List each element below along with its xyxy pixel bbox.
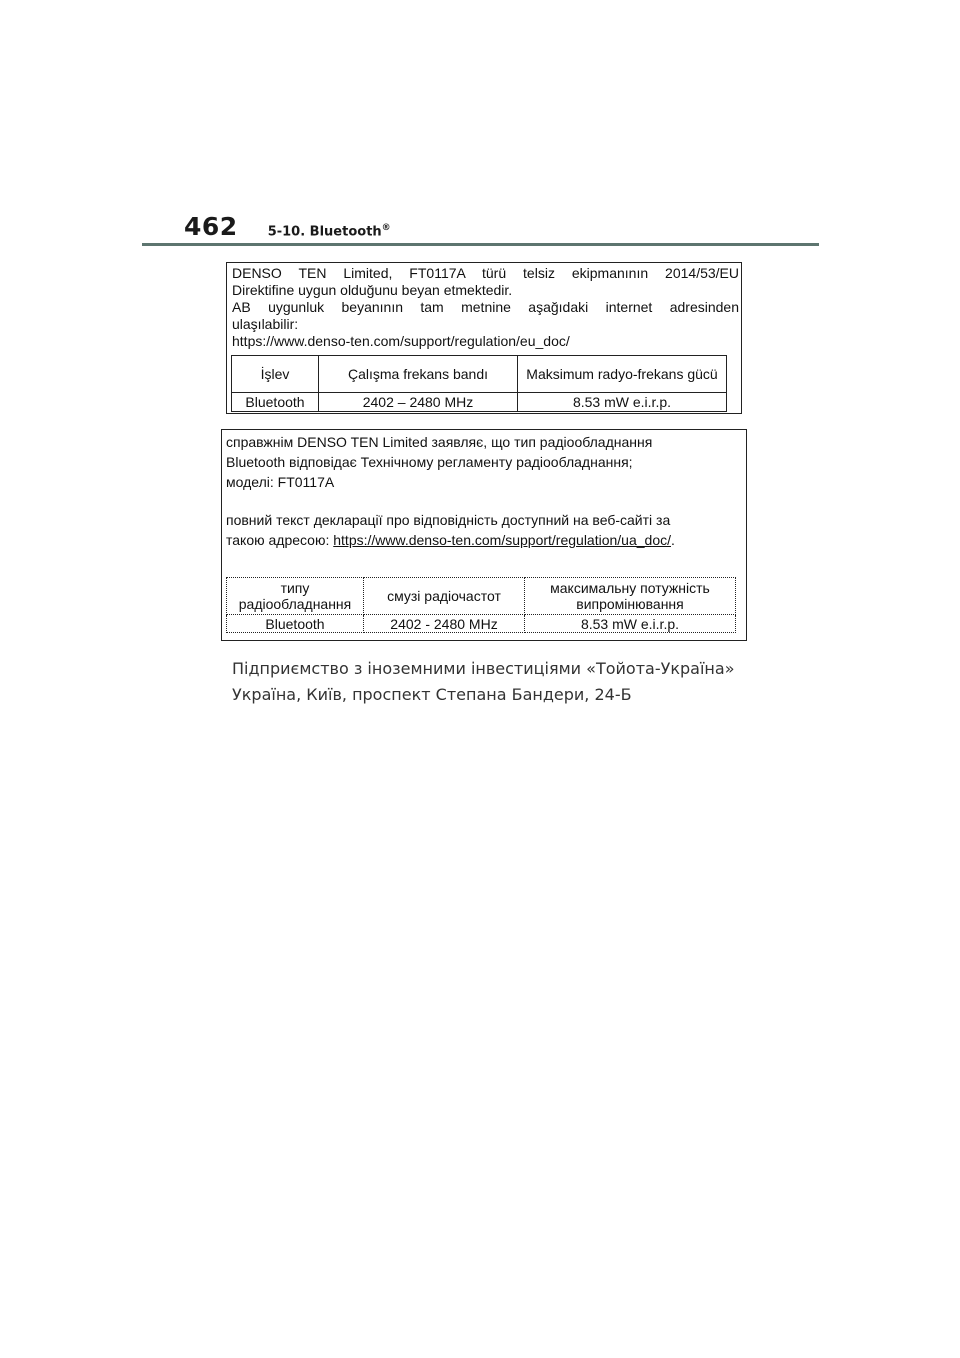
importer-name: Підприємство з іноземними інвестиціями «Тойота-Україна» <box>232 659 735 678</box>
turkish-line-4: ulaşılabilir: <box>232 316 299 332</box>
section-title-text: 5-10. Bluetooth <box>267 224 382 239</box>
page-header <box>184 212 391 244</box>
turkish-url: https://www.denso-ten.com/support/regulation/eu_doc/ <box>232 333 570 349</box>
registered-mark: ® <box>381 222 391 233</box>
table-cell: 2402 – 2480 MHz <box>319 393 518 412</box>
turkish-line-3: AB uygunluk beyanının tam metnine aşağıdaki internet adresinden <box>232 299 739 315</box>
ukrainian-line-3: моделі: FT0117A <box>226 474 335 490</box>
table-header-cell: Maksimum radyo-frekans gücü <box>518 356 727 393</box>
table-cell: Bluetooth <box>232 393 319 412</box>
table-cell: 8.53 mW e.i.r.p. <box>518 393 727 412</box>
table-header-cell: смузі радіочастот <box>364 578 525 615</box>
turkish-declaration-box <box>226 262 742 414</box>
section-title <box>268 223 391 239</box>
ukrainian-line-4: повний текст декларації про відповідність доступний на веб-сайті за <box>226 512 671 528</box>
table-cell: Bluetooth <box>227 615 364 633</box>
table-header-cell: типу радіообладнання <box>227 578 364 615</box>
ukrainian-line-5 <box>226 530 738 550</box>
turkish-line-2: Direktifine uygun olduğunu beyan etmektedir. <box>232 282 513 298</box>
ukrainian-line-2: Bluetooth відповідає Технічному регламенту радіообладнання; <box>226 454 633 470</box>
ukrainian-paragraph-2 <box>226 510 738 550</box>
header-rule <box>142 243 819 246</box>
ukrainian-paragraph-1 <box>226 432 734 492</box>
table-header-cell: максимальну потужність випромінювання <box>525 578 736 615</box>
table-header-cell: İşlev <box>232 356 319 393</box>
ukrainian-url-link[interactable]: https://www.denso-ten.com/support/regulation/ua_doc/ <box>333 532 671 548</box>
ukrainian-line-5-suffix: . <box>671 532 675 548</box>
ukrainian-line-5-prefix: такою адресою: <box>226 532 334 548</box>
table-cell: 8.53 mW e.i.r.p. <box>525 615 736 633</box>
ukrainian-spec-table <box>226 577 736 633</box>
table-cell: 2402 - 2480 MHz <box>364 615 525 633</box>
table-header-cell: Çalışma frekans bandı <box>319 356 518 393</box>
table-header-row <box>232 356 727 393</box>
turkish-line-1: DENSO TEN Limited, FT0117A türü telsiz ekipmanının 2014/53/EU <box>232 265 739 281</box>
importer-address: Україна, Київ, проспект Степана Бандери, 24-Б <box>232 685 632 704</box>
table-row <box>232 393 727 412</box>
table-header-row <box>227 578 736 615</box>
table-row <box>227 615 736 633</box>
turkish-spec-table <box>231 355 727 412</box>
page-number: 462 <box>184 212 238 241</box>
ukrainian-declaration-box <box>221 429 747 641</box>
ukrainian-line-1: справжнім DENSO TEN Limited заявляє, що тип радіообладнання <box>226 434 653 450</box>
